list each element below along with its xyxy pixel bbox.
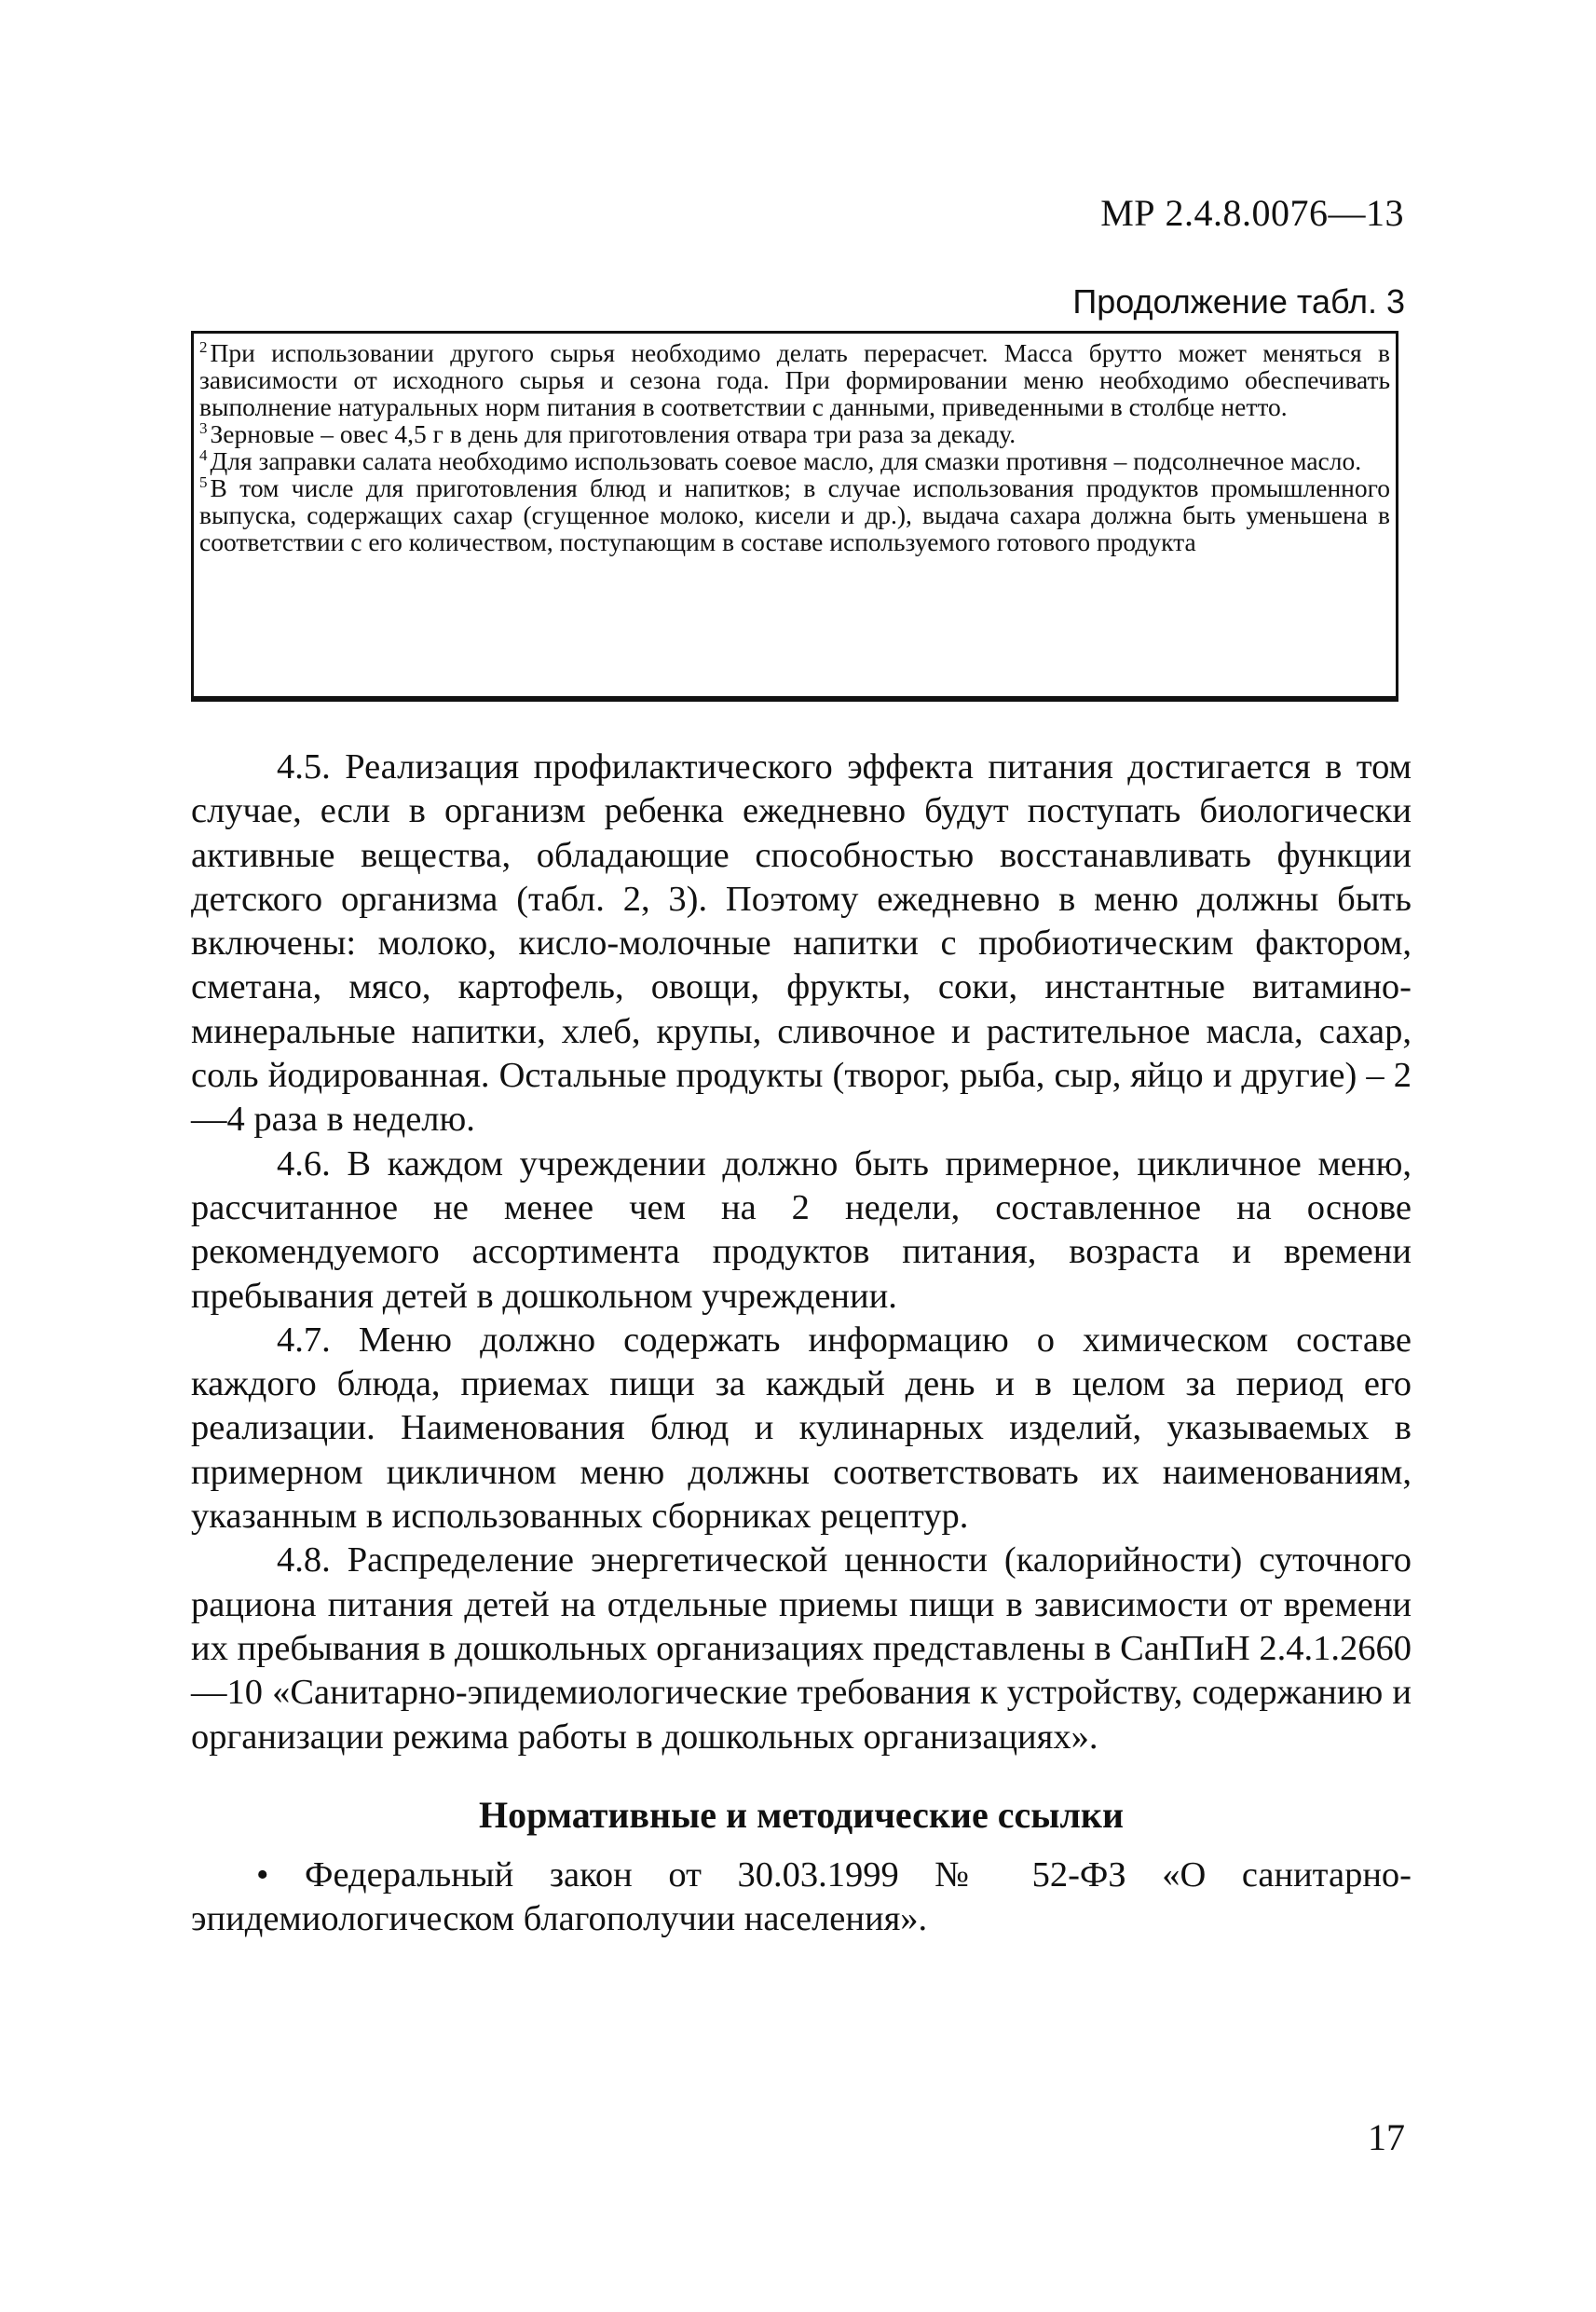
footnote-mark: 3: [199, 419, 208, 437]
page-number: 17: [1368, 2116, 1405, 2158]
table-footnotes: [191, 331, 1398, 702]
references-heading: Нормативные и методические ссылки: [479, 1793, 1124, 1836]
footnote-4: [199, 447, 1390, 474]
document-code: МР 2.4.8.0076—13: [1100, 192, 1404, 234]
table-continuation-label: Продолжение табл. 3: [1072, 282, 1405, 321]
footnote-text: В том числе для приготовления блюд и напитков; в случае использования продуктов промышленного выпуска, содержащих сахар (сгущенное молоко, кисели и др.), выдача сахара должна быть уменьшена в соответствии с его количеством, поступающим в составе используемого готового продукта: [199, 473, 1390, 556]
footnote-mark: 2: [199, 338, 208, 356]
main-text: [191, 746, 1412, 1941]
footnote-mark: 4: [199, 446, 208, 464]
footnote-mark: 5: [199, 473, 208, 491]
paragraph-4-7: 4.7. Меню должно содержать информацию о химическом составе каждого блюда, приемах пищи за каждый день и в целом за период его реализации. Наименования блюд и кулинарных изделий, указываемых в примерном цикличном меню должны соответствовать их наименованиям, указанным в использованных сборниках рецептур.: [191, 1320, 1412, 1537]
footnote-text: Зерновые – овес 4,5 г в день для приготовления отвара три раза за декаду.: [210, 419, 1016, 448]
paragraph-4-5: 4.5. Реализация профилактического эффекта питания достигается в том случае, если в организм ребенка ежедневно будут поступать биологически активные вещества, обладающие способностью восстанавливать функции детского организма (табл. 2, 3). Поэтому ежедневно в меню должны быть включены: молоко, кисло-молочные напитки с пробиотическим фактором, сметана, мясо, картофель, овощи, фрукты, соки, инстантные витамино-минеральные напитки, хлеб, крупы, сливочное и растительное масла, сахар, соль йодированная. Остальные продукты (творог, рыба, сыр, яйцо и другие) – 2—4 раза в неделю.: [191, 747, 1412, 1140]
footnote-5: [199, 474, 1390, 555]
paragraph-4-6: 4.6. В каждом учреждении должно быть примерное, цикличное меню, рассчитанное не менее чем на 2 недели, составленное на основе рекомендуемого ассортимента продуктов питания, возраста и времени пребывания детей в дошкольном учреждении.: [191, 1143, 1412, 1316]
footnote-3: [199, 420, 1390, 447]
reference-item: • Федеральный закон от 30.03.1999 № 52-ФЗ «О санитарно-эпидемиологическом благополучии населения».: [191, 1854, 1412, 1939]
paragraph-4-8: 4.8. Распределение энергетической ценности (калорийности) суточного рациона питания детей на отдельные приемы пищи в зависимости от времени их пребывания в дошкольных организациях представлены в СанПиН 2.4.1.2660—10 «Санитарно-эпидемиологические требования к устройству, содержанию и организации режима работы в дошкольных организациях».: [191, 1540, 1412, 1757]
footnote-2: [199, 339, 1390, 420]
footnote-text: При использовании другого сырья необходимо делать перерасчет. Масса брутто может меняться в зависимости от исходного сырья и сезона года. При формировании меню необходимо обеспечивать выполнение натуральных норм питания в соответствии с данными, приведенными в столбце нетто.: [199, 338, 1390, 421]
footnote-text: Для заправки салата необходимо использовать соевое масло, для смазки противня – подсолнечное масло.: [210, 446, 1362, 475]
